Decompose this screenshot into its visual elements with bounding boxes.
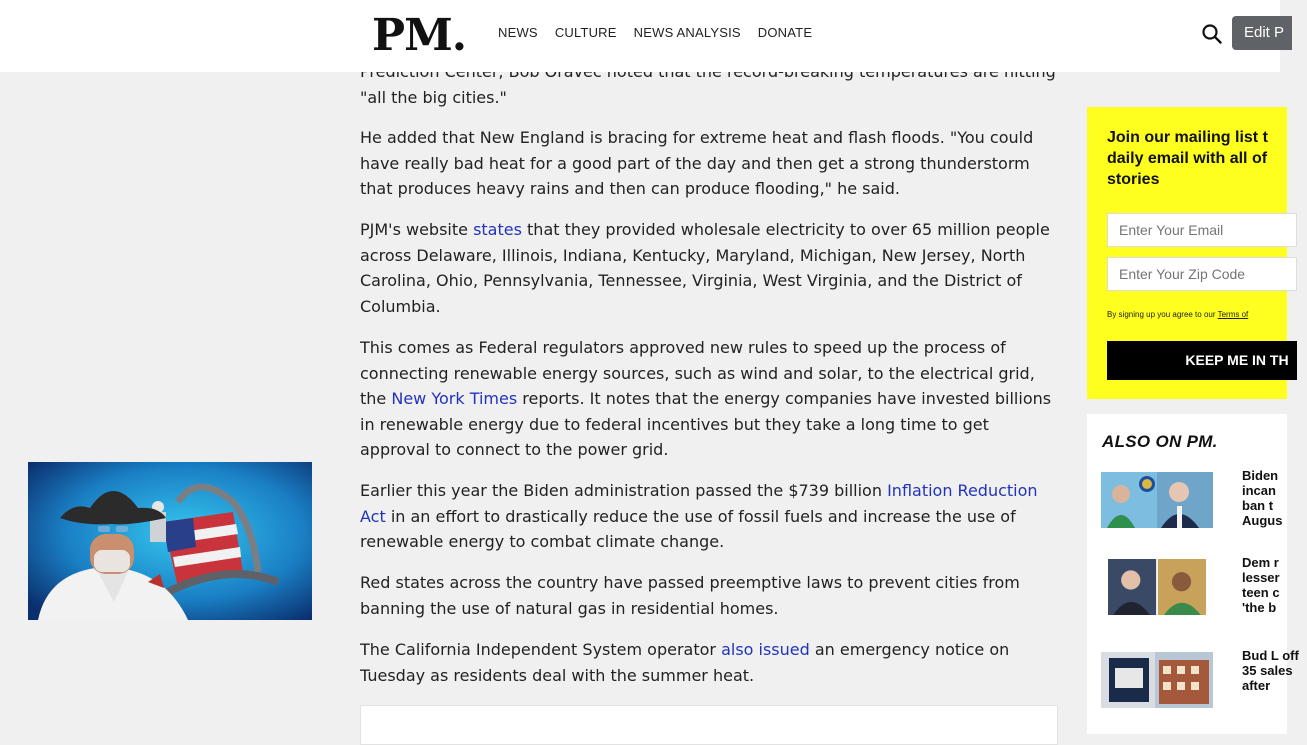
link-inflation-reduction-act[interactable]: Inflation Reduction Act — [360, 481, 1038, 526]
also-on-title: ALSO ON PM. — [1102, 432, 1218, 451]
embedded-content-box — [360, 705, 1058, 745]
search-icon[interactable] — [1201, 23, 1223, 45]
nav-news[interactable]: NEWS — [498, 25, 538, 40]
link-states[interactable]: states — [473, 220, 522, 239]
story-thumbnail — [1101, 472, 1213, 528]
nav-news-analysis[interactable]: NEWS ANALYSIS — [633, 25, 741, 40]
story-headline[interactable]: Biden incan ban t Augus — [1242, 468, 1283, 528]
also-on-pm — [1087, 414, 1299, 734]
site-logo[interactable]: PM. — [372, 10, 467, 61]
article-paragraph: Earlier this year the Biden administration passed the $739 billion Inflation Reduction Act in an effort to drastically reduce the use of fossil fuels and increase the use of renewable energy to combat climate change. — [360, 481, 1038, 552]
email-input[interactable] — [1107, 213, 1297, 247]
related-story[interactable] — [1101, 555, 1301, 619]
main-nav — [498, 24, 812, 42]
subscribe-button[interactable]: KEEP ME IN TH — [1107, 341, 1297, 380]
site-header — [0, 0, 1285, 72]
article-body — [360, 0, 1060, 720]
link-also-issued[interactable]: also issued — [721, 640, 810, 659]
terms-notice: By signing up you agree to our Terms of — [1107, 310, 1249, 319]
related-story[interactable] — [1101, 648, 1301, 712]
terms-link[interactable]: Terms of — [1217, 310, 1249, 319]
article-paragraph: The California Independent System operator also issued an emergency notice on Tuesday as residents deal with the summer heat. — [360, 640, 1010, 685]
nav-donate[interactable]: DONATE — [757, 25, 813, 40]
article-paragraph: This comes as Federal regulators approved new rules to speed up the process of connecting renewable energy sources, such as wind and solar, to the electrical grid, the New York Times reports. It notes that the energy companies have invested billions in renewable energy due to federal incentives but they take a long time to get approval to connect to the power grid. — [360, 338, 1052, 460]
article-paragraph: "all the big cities." — [360, 87, 507, 107]
article-paragraph: Red states across the country have passed preemptive laws to prevent cities from banning the use of natural gas in residential homes. — [360, 573, 1020, 618]
article-paragraph: PJM's website states that they provided wholesale electricity to over 65 million people across Delaware, Illinois, Indiana, Kentucky, Maryland, Michigan, New Jersey, North Carolina, Ohio, Pennsylvania, Tennessee, Virginia, West Virginia, and the District of Columbia. — [360, 220, 1050, 316]
mailing-list-signup — [1087, 107, 1287, 399]
related-story[interactable] — [1101, 468, 1301, 532]
story-headline[interactable]: Bud L off 35 sales after — [1242, 648, 1299, 693]
nav-culture[interactable]: CULTURE — [554, 25, 617, 40]
mailing-list-title: Join our mailing list t daily email with all of stories — [1107, 129, 1268, 188]
edit-button[interactable]: Edit P — [1232, 16, 1292, 50]
video-overlay[interactable] — [28, 462, 312, 620]
story-headline[interactable]: Dem r lesser teen c 'the b — [1242, 555, 1280, 615]
zip-code-input[interactable] — [1107, 257, 1297, 291]
story-thumbnail — [1101, 559, 1213, 615]
story-thumbnail — [1101, 652, 1213, 708]
link-new-york-times[interactable]: New York Times — [391, 389, 518, 409]
article-paragraph: He added that New England is bracing for extreme heat and flash floods. "You could have really bad heat for a good part of the day and then get a strong thunderstorm that produces heavy rains and then can produce flooding," he said. — [360, 128, 1034, 199]
